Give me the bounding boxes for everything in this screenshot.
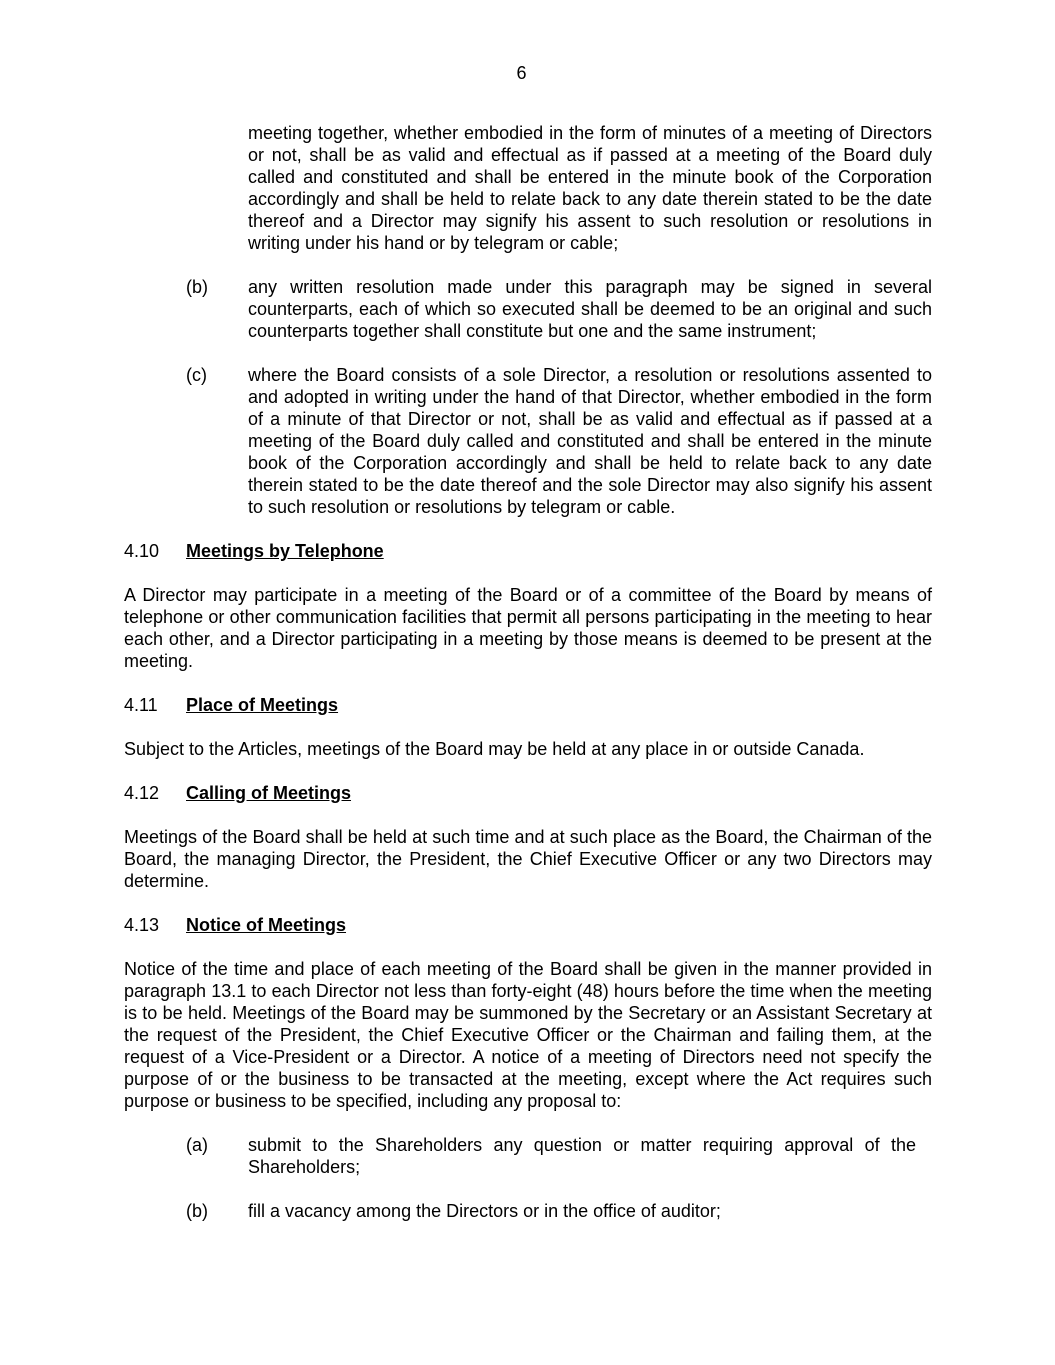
list-item-text: fill a vacancy among the Directors or in the office of auditor; — [248, 1201, 721, 1221]
list-item-text: where the Board consists of a sole Director, a resolution or resolutions assented to and adopted in writing under the hand of that Director, whether embodied in the form of a minute of that Director or not, shall be as valid and effectual as if passed at a meeting of the Board duly called and constituted and shall be entered in the minute book of the Corporation accordingly and shall be held to relate back to any date therein stated to be the date thereof and the sole Director may also signify his assent to such resolution or resolutions by telegram or cable. — [248, 365, 932, 517]
continuation-paragraph: meeting together, whether embodied in the form of minutes of a meeting of Directors or not, shall be as valid and effectual as if passed at a meeting of the Board duly called and constituted and shall be entered in the minute book of the Corporation accordingly and shall be held to relate back to any date therein stated to be the date thereof and a Director may signify his assent to such resolution or resolutions in writing under his hand or by telegram or cable; — [248, 123, 932, 253]
section-body: Notice of the time and place of each meeting of the Board shall be given in the manner provided in paragraph 13.1 to each Director not less than forty-eight (48) hours before the time when the meeting is to be held. Meetings of the Board may be summoned by the Secretary or an Assistant Secretary at the request of the President, the Chief Executive Officer or the Chairman and failing them, at the request of a Vice-President or a Director. A notice of a meeting of Directors need not specify the purpose of or the business to be transacted at the meeting, except where the Act requires such purpose or business to be specified, including any proposal to: — [124, 959, 932, 1111]
section-body: A Director may participate in a meeting of the Board or of a committee of the Board by means of telephone or other communication facilities that permit all persons participating in the meeting to hear each other, and a Director participating in a meeting by those means is deemed to be present at the meeting. — [124, 585, 932, 671]
list-item-text: submit to the Shareholders any question or matter requiring approval of the Shareholders; — [248, 1135, 916, 1177]
section-number: 4.10 — [124, 541, 160, 561]
section-body: Meetings of the Board shall be held at such time and at such place as the Board, the Chairman of the Board, the managing Director, the President, the Chief Executive Officer or any two Directors may determine. — [124, 827, 932, 891]
list-item — [124, 276, 932, 342]
section-title: Meetings by Telephone — [186, 541, 384, 561]
list-item — [124, 1200, 932, 1222]
section-body: Subject to the Articles, meetings of the Board may be held at any place in or outside Canada. — [124, 739, 865, 759]
section-heading-4-12 — [124, 782, 932, 804]
section-heading-4-11 — [124, 694, 932, 716]
list-item — [124, 364, 932, 518]
list-item-label: (a) — [186, 1135, 208, 1155]
section-title: Notice of Meetings — [186, 915, 347, 935]
section-title: Calling of Meetings — [186, 783, 352, 803]
list-item — [124, 1134, 932, 1178]
page-number: 6 — [516, 63, 527, 83]
section-title: Place of Meetings — [186, 695, 339, 715]
list-item-label: (b) — [186, 277, 208, 297]
section-heading-4-10 — [124, 540, 932, 562]
section-number: 4.11 — [124, 695, 158, 715]
document-body — [124, 122, 932, 1222]
list-item-label: (b) — [186, 1201, 208, 1221]
section-number: 4.13 — [124, 915, 160, 935]
section-heading-4-13 — [124, 914, 932, 936]
section-number: 4.12 — [124, 783, 160, 803]
list-item-label: (c) — [186, 365, 207, 385]
list-item-text: any written resolution made under this paragraph may be signed in several counterparts, each of which so executed shall be deemed to be an original and such counterparts together shall constitute but one and the same instrument; — [248, 277, 932, 341]
